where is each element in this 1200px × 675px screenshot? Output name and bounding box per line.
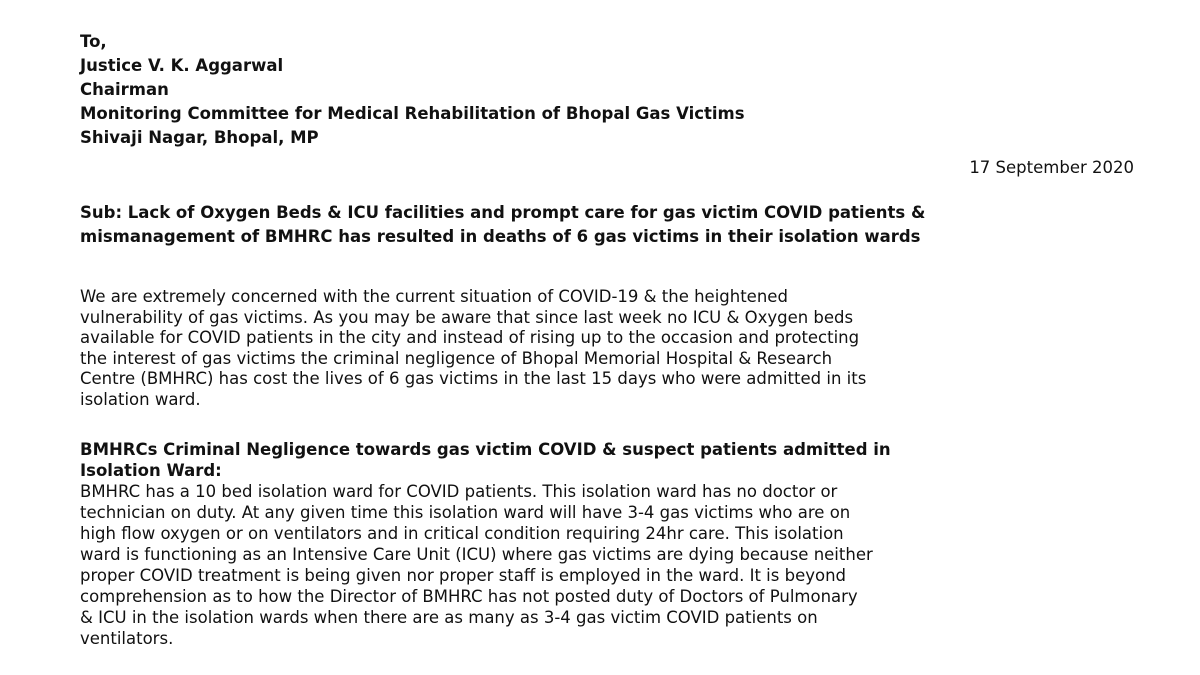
address-line: Justice V. K. Aggarwal (80, 56, 284, 75)
paragraph-line: vulnerability of gas victims. As you may be aware that since last week no ICU & Oxygen beds (80, 307, 854, 327)
address-line: To, (80, 32, 107, 51)
paragraph-line: the interest of gas victims the criminal negligence of Bhopal Memorial Hospital & Research (80, 348, 833, 368)
paragraph-line: isolation ward. (80, 389, 201, 409)
subject-text-line: mismanagement of BMHRC has resulted in deaths of 6 gas victims in their isolation wards (80, 227, 921, 246)
section-body (80, 481, 1140, 649)
address-line: Chairman (80, 80, 169, 99)
section-heading-line: Isolation Ward: (80, 461, 222, 480)
paragraph-line: We are extremely concerned with the current situation of COVID-19 & the heightened (80, 287, 788, 306)
subject-line (80, 201, 1140, 249)
section-body-line: ward is functioning as an Intensive Care Unit (ICU) where gas victims are dying because neither (80, 545, 873, 564)
letter-date: 17 September 2020 (969, 158, 1134, 177)
address-line: Monitoring Committee for Medical Rehabilitation of Bhopal Gas Victims (80, 104, 745, 123)
section-body-line: proper COVID treatment is being given nor proper staff is employed in the ward. It is beyond (80, 566, 847, 585)
address-line: Shivaji Nagar, Bhopal, MP (80, 128, 319, 147)
intro-paragraph (80, 287, 1140, 410)
section-heading-line: BMHRCs Criminal Negligence towards gas victim COVID & suspect patients admitted in (80, 440, 891, 459)
section-body-line: high flow oxygen or on ventilators and in critical condition requiring 24hr care. This isolation (80, 524, 844, 543)
paragraph-line: Centre (BMHRC) has cost the lives of 6 gas victims in the last 15 days who were admitted in its (80, 369, 867, 388)
section-body-line: ventilators. (80, 629, 174, 648)
section-body-line: BMHRC has a 10 bed isolation ward for COVID patients. This isolation ward has no doctor or (80, 482, 838, 501)
section-body-line: technician on duty. At any given time this isolation ward will have 3-4 gas victims who are on (80, 503, 851, 522)
recipient-address (80, 30, 745, 150)
paragraph-line: available for COVID patients in the city and instead of rising up to the occasion and protecting (80, 328, 860, 347)
section-body-line: comprehension as to how the Director of BMHRC has not posted duty of Doctors of Pulmonary (80, 587, 858, 606)
section-heading (80, 439, 1140, 481)
subject-text-line: Sub: Lack of Oxygen Beds & ICU facilities and prompt care for gas victim COVID patients & (80, 203, 926, 222)
section-body-line: & ICU in the isolation wards when there are as many as 3-4 gas victim COVID patients on (80, 608, 818, 627)
